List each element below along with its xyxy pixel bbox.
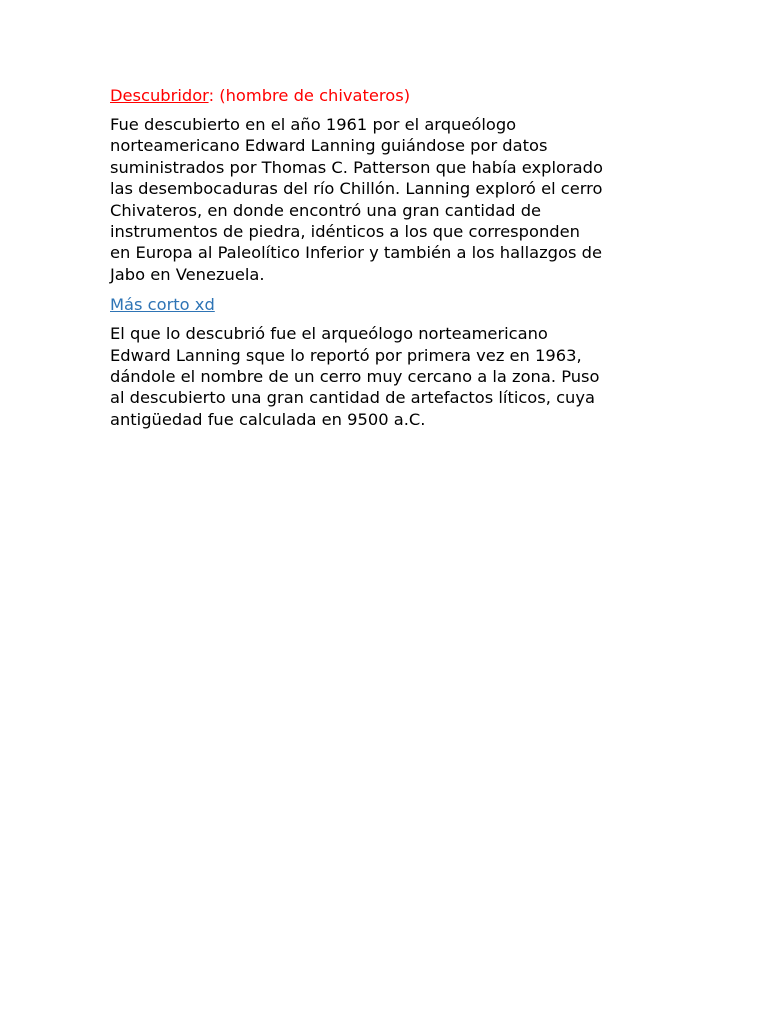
text-line: al descubierto una gran cantidad de artefactos líticos, cuya [110,388,595,408]
heading-rest-text: : (hombre de chivateros) [208,86,411,105]
text-line: Edward Lanning sque lo reportó por primera vez en 1963, [110,345,582,365]
text-line: en Europa al Paleolítico Inferior y también a los hallazgos de [110,243,602,263]
text-line: suministrados por Thomas C. Patterson que había explorado [110,157,603,177]
section-heading-mas-corto: Más corto xd [110,295,215,315]
text-line: norteamericano Edward Lanning guiándose por datos [110,136,548,156]
text-line: Chivateros, en donde encontró una gran cantidad de [110,200,542,220]
text-line: las desembocaduras del río Chillón. Lanning exploró el cerro [110,179,603,199]
paragraph-descubridor [110,114,670,285]
text-line: Fue descubierto en el año 1961 por el arqueólogo [110,115,517,134]
text-line: dándole el nombre de un cerro muy cercano a la zona. Puso [110,367,600,387]
text-line: instrumentos de piedra, idénticos a los que corresponden [110,222,580,242]
document-page [110,84,670,438]
text-line: antigüedad fue calculada en 9500 a.C. [110,409,426,429]
paragraph-mas-corto [110,323,670,430]
section-heading-descubridor [110,84,670,108]
heading-underlined-text: Descubridor [110,86,209,105]
text-line: Jabo en Venezuela. [110,264,265,284]
text-line: El que lo descubrió fue el arqueólogo norteamericano [110,324,548,344]
